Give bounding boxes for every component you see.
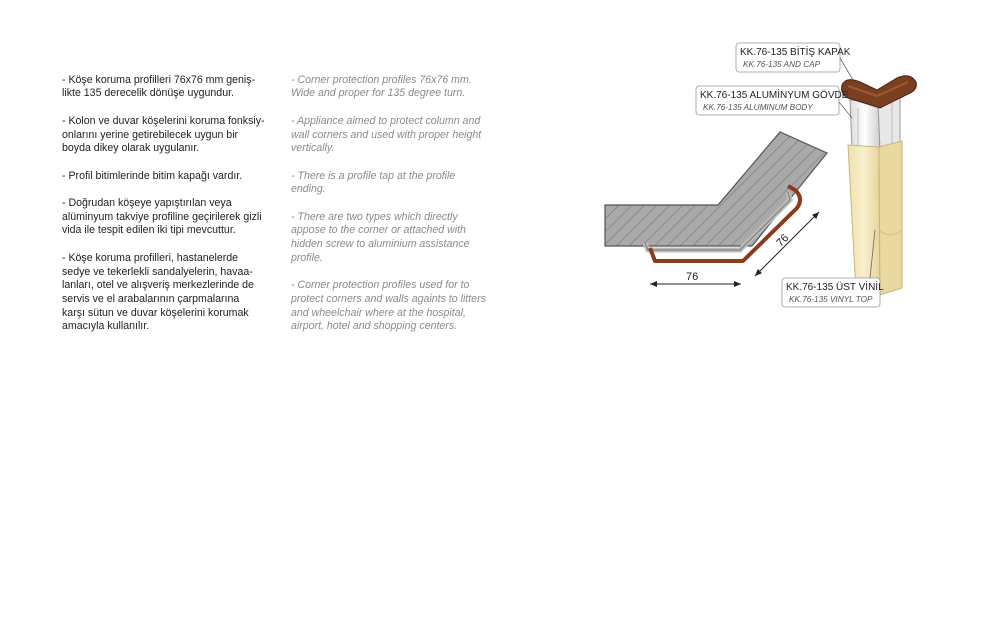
aluminum-body-label-tr: KK.76-135 ALUMİNYUM GÖVDE — [700, 90, 849, 101]
vinyl-top-label-tr: KK.76-135 ÜST VİNİL — [786, 282, 884, 293]
aluminum-body-label-en: KK.76-135 ALUMINUM BODY — [703, 103, 813, 112]
en-paragraph: - Corner protection profiles 76x76 mm. Wide and proper for 135 degree turn. — [291, 73, 472, 100]
end-cap-label-en: KK.76-135 AND CAP — [743, 60, 821, 69]
en-paragraph: - There are two types which directly appose to the corner or attached with hidden screw to aluminium assistance profile. — [291, 210, 470, 264]
label-end-cap — [736, 43, 853, 80]
dimension-horizontal-label: 76 — [686, 271, 699, 283]
column-3d — [842, 76, 917, 295]
en-paragraph: - There is a profile tap at the profile ending. — [291, 169, 456, 196]
tr-paragraph: - Doğrudan köşeye yapıştırılan veya alüminyum takviye profiline geçirilerek gizli vida ile tespit edilen iki tipi mevcuttur. — [62, 197, 262, 237]
en-paragraph: - Corner protection profiles used for to protect corners and walls againts to litters and wheelchair where at the hospital, airport, hotel and shopping centers. — [291, 279, 486, 333]
end-cap-label-tr: KK.76-135 BİTİŞ KAPAK — [740, 47, 851, 58]
dimension-diagonal-label: 76 — [774, 232, 792, 250]
tr-paragraph: - Profil bitimlerinde bitim kapağı vardır. — [62, 169, 243, 182]
tr-paragraph: - Köşe koruma profilleri, hastanelerde sedye ve tekerlekli sandalyelerin, havaa- lanları, otel ve alışveriş merkezlerinde de servis ve el arabalarının çarpmalarına karşı sütun ve duvar köşelerini korumak amacıyla kullanılır. — [62, 251, 254, 333]
tr-paragraph: - Kolon ve duvar köşelerini koruma fonksiy- onlarını yerine getirebilecek uygun bir boyda dikey olarak uygulanır. — [62, 114, 265, 155]
dimension-horizontal — [650, 271, 741, 284]
product-diagram — [590, 30, 920, 315]
tr-paragraph: - Köşe koruma profilleri 76x76 mm geniş- likte 135 derecelik dönüşe uygundur. — [62, 73, 256, 100]
label-aluminum-body — [696, 86, 852, 118]
english-description — [291, 60, 521, 348]
en-paragraph: - Appliance aimed to protect column and wall corners and used with proper height vertically. — [291, 114, 482, 155]
turkish-description — [62, 60, 290, 348]
vinyl-top-label-en: KK.76-135 VINYL TOP — [789, 295, 873, 304]
